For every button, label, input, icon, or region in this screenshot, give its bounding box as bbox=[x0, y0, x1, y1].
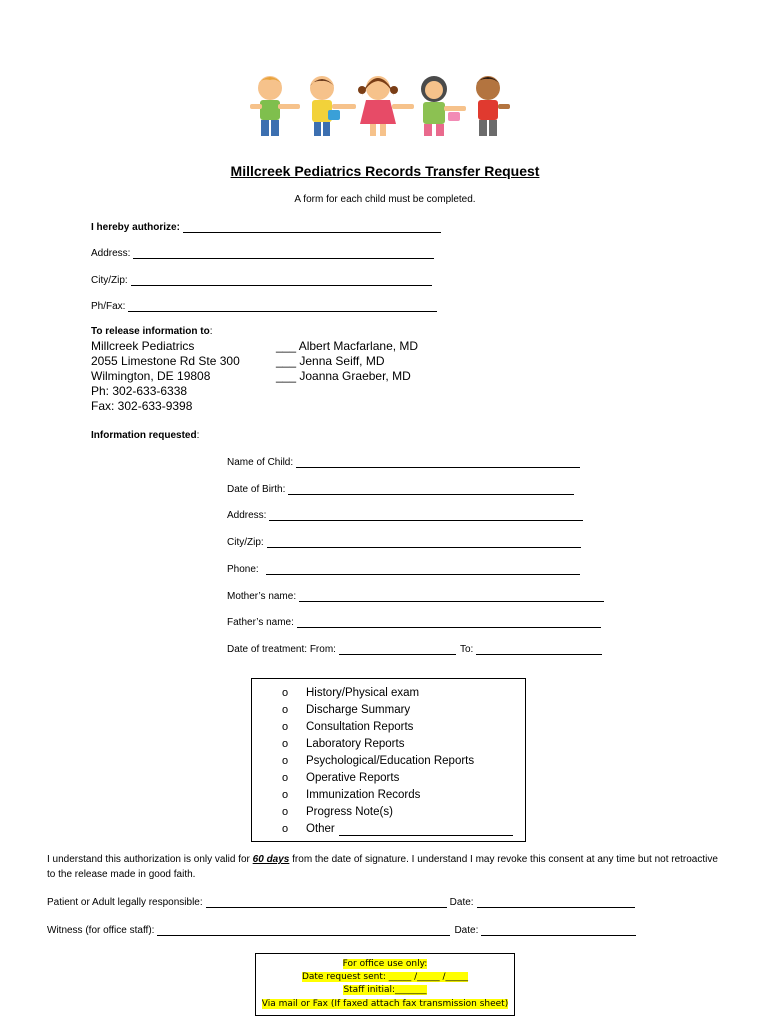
record-option-other[interactable] bbox=[282, 821, 513, 838]
dob-label: Date of Birth: bbox=[227, 484, 286, 495]
record-option-label: Immunization Records bbox=[306, 789, 421, 801]
record-option-label: Consultation Reports bbox=[306, 721, 414, 733]
authorize-address-field[interactable] bbox=[133, 248, 434, 259]
authorize-address-row bbox=[91, 248, 434, 259]
delivery-method-note: Via mail or Fax (If faxed attach fax transmission sheet) bbox=[261, 998, 509, 1009]
practice-name: Millcreek Pediatrics bbox=[91, 339, 195, 353]
patient-signature-field[interactable] bbox=[206, 897, 447, 908]
doctor-option[interactable]: ___ Jenna Seiff, MD bbox=[276, 354, 385, 368]
other-record-field[interactable] bbox=[339, 824, 513, 836]
child-address-field[interactable] bbox=[269, 510, 583, 521]
staff-initial[interactable]: Staff initial:_______ bbox=[343, 985, 427, 996]
mother-name-field[interactable] bbox=[299, 591, 604, 602]
phone-field[interactable] bbox=[266, 564, 580, 575]
record-option-psychological[interactable] bbox=[282, 753, 513, 770]
authorize-phfax-label: Ph/Fax: bbox=[91, 301, 126, 312]
treatment-from-label: Date of treatment: From: bbox=[227, 644, 336, 655]
record-option-label: Progress Note(s) bbox=[306, 806, 393, 818]
child-address-label: Address: bbox=[227, 510, 267, 521]
form-title: Millcreek Pediatrics Records Transfer Request bbox=[230, 163, 540, 179]
checkbox-circle-icon[interactable]: o bbox=[282, 789, 289, 801]
children-illustration bbox=[248, 72, 516, 144]
record-option-history[interactable] bbox=[282, 685, 513, 702]
phone-label: Phone: bbox=[227, 564, 259, 575]
authorize-cityzip-row bbox=[91, 275, 432, 286]
checkbox-circle-icon[interactable]: o bbox=[282, 772, 289, 784]
child-cityzip-label: City/Zip: bbox=[227, 537, 264, 548]
patient-date-label: Date: bbox=[449, 897, 474, 908]
witness-date-field[interactable] bbox=[481, 925, 636, 936]
record-option-label: Discharge Summary bbox=[306, 704, 411, 716]
practice-street: 2055 Limestone Rd Ste 300 bbox=[91, 354, 240, 368]
record-option-consultation[interactable] bbox=[282, 719, 513, 736]
consent-paragraph bbox=[47, 852, 727, 882]
authorize-address-label: Address: bbox=[91, 248, 131, 259]
treatment-from-field[interactable] bbox=[339, 644, 456, 655]
authorize-row bbox=[91, 222, 441, 233]
child-name-label: Name of Child: bbox=[227, 457, 294, 468]
checkbox-circle-icon[interactable]: o bbox=[282, 823, 289, 835]
record-option-label: History/Physical exam bbox=[306, 687, 420, 699]
father-row bbox=[227, 617, 601, 628]
child-figure-3 bbox=[358, 76, 414, 136]
doctor-option[interactable]: ___ Albert Macfarlane, MD bbox=[276, 339, 419, 353]
release-label: To release information to bbox=[91, 326, 210, 337]
mother-row bbox=[227, 591, 604, 602]
consent-days-emphasis: 60 days bbox=[252, 854, 290, 865]
child-cityzip-row bbox=[227, 537, 581, 548]
record-option-label: Psychological/Education Reports bbox=[306, 755, 475, 767]
dob-row bbox=[227, 484, 574, 495]
release-label-colon: : bbox=[209, 326, 213, 337]
patient-signature-row bbox=[47, 897, 635, 908]
phone-row bbox=[227, 564, 580, 575]
authorize-cityzip-field[interactable] bbox=[131, 275, 432, 286]
record-option-discharge[interactable] bbox=[282, 702, 513, 719]
witness-signature-label: Witness (for office staff): bbox=[47, 925, 155, 936]
office-use-text bbox=[255, 958, 515, 1011]
office-use-heading: For office use only: bbox=[342, 959, 428, 969]
record-option-label: Other bbox=[306, 823, 335, 835]
patient-signature-label: Patient or Adult legally responsible: bbox=[47, 897, 203, 908]
checkbox-circle-icon[interactable]: o bbox=[282, 806, 289, 818]
record-option-operative[interactable] bbox=[282, 770, 513, 787]
checkbox-circle-icon[interactable]: o bbox=[282, 687, 289, 699]
authorize-field[interactable] bbox=[183, 222, 441, 233]
father-name-label: Father’s name: bbox=[227, 617, 294, 628]
record-option-label: Laboratory Reports bbox=[306, 738, 405, 750]
checkbox-circle-icon[interactable]: o bbox=[282, 738, 289, 750]
info-requested-label: Information requested bbox=[91, 430, 197, 441]
release-label-row bbox=[91, 326, 213, 337]
authorize-phfax-row bbox=[91, 301, 437, 312]
record-option-laboratory[interactable] bbox=[282, 736, 513, 753]
witness-signature-row bbox=[47, 925, 636, 936]
authorize-label: I hereby authorize: bbox=[91, 222, 180, 233]
child-figure-5 bbox=[476, 76, 510, 136]
child-figure-4 bbox=[421, 76, 466, 136]
record-option-progress[interactable] bbox=[282, 804, 513, 821]
checkbox-circle-icon[interactable]: o bbox=[282, 721, 289, 733]
consent-text-after: from the date of signature. I understand I may revoke this consent at any time but not retroactive to the release made in good faith. bbox=[47, 854, 718, 880]
witness-signature-field[interactable] bbox=[157, 925, 450, 936]
dob-field[interactable] bbox=[288, 484, 574, 495]
info-requested-colon: : bbox=[196, 430, 200, 441]
child-cityzip-field[interactable] bbox=[267, 537, 581, 548]
records-checklist bbox=[282, 685, 513, 838]
practice-city: Wilmington, DE 19808 bbox=[91, 369, 211, 383]
practice-fax: Fax: 302-633-9398 bbox=[91, 399, 193, 413]
form-subtitle: A form for each child must be completed. bbox=[294, 194, 476, 205]
practice-phone: Ph: 302-633-6338 bbox=[91, 384, 188, 398]
child-figure-2 bbox=[310, 76, 356, 136]
info-label-row bbox=[91, 430, 199, 441]
consent-text-before: I understand this authorization is only valid for bbox=[47, 854, 253, 865]
father-name-field[interactable] bbox=[297, 617, 601, 628]
treatment-row bbox=[227, 644, 602, 655]
child-name-field[interactable] bbox=[296, 457, 580, 468]
child-name-row bbox=[227, 457, 580, 468]
child-address-row bbox=[227, 510, 583, 521]
treatment-to-label: To: bbox=[459, 644, 474, 655]
record-option-label: Operative Reports bbox=[306, 772, 400, 784]
date-request-sent[interactable]: Date request sent: _____ /_____ /_____ bbox=[301, 972, 469, 983]
child-figure-1 bbox=[250, 76, 300, 136]
authorize-cityzip-label: City/Zip: bbox=[91, 275, 128, 286]
patient-date-field[interactable] bbox=[477, 897, 635, 908]
checkbox-circle-icon[interactable]: o bbox=[282, 755, 289, 767]
record-option-immunization[interactable] bbox=[282, 787, 513, 804]
checkbox-circle-icon[interactable]: o bbox=[282, 704, 289, 716]
witness-date-label: Date: bbox=[454, 925, 479, 936]
authorize-phfax-field[interactable] bbox=[128, 301, 437, 312]
doctor-option[interactable]: ___ Joanna Graeber, MD bbox=[276, 369, 411, 383]
doctor-list bbox=[276, 339, 418, 384]
mother-name-label: Mother’s name: bbox=[227, 591, 297, 602]
treatment-to-field[interactable] bbox=[476, 644, 602, 655]
practice-address bbox=[91, 339, 240, 414]
